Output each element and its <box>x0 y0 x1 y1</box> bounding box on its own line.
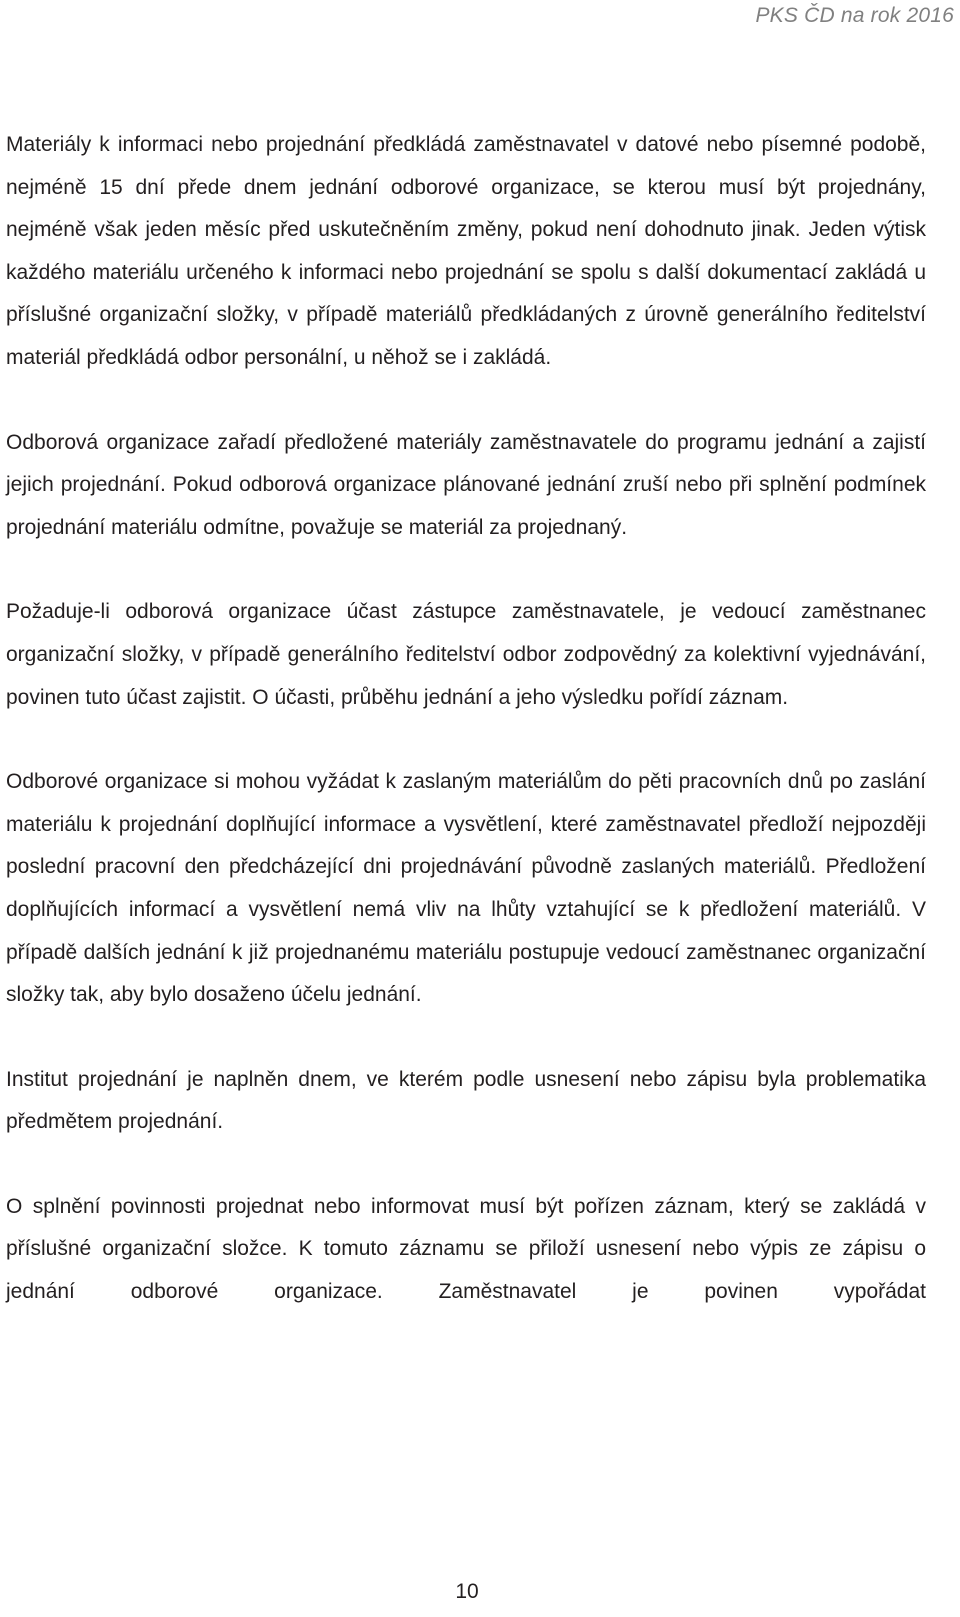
running-header-title: PKS ČD na rok 2016 <box>755 4 954 27</box>
document-body <box>6 124 926 1314</box>
paragraph-materials-submission: Materiály k informaci nebo projednání předkládá zaměstnavatel v datové nebo písemné podobě, nejméně 15 dní přede dnem jednání odborové organizace, se kterou musí být projednány, nejméně však jeden měsíc před uskutečněním změny, pokud není dohodnuto jinak. Jeden výtisk každého materiálu určeného k informaci nebo projednání se spolu s další dokumentací zakládá u příslušné organizační složky, v případě materiálů předkládaných z úrovně generálního ředitelství materiál předkládá odbor personální, u něhož se i zakládá. <box>6 133 926 369</box>
paragraph-additional-information: Odborové organizace si mohou vyžádat k zaslaným materiálům do pěti pracovních dnů po zaslání materiálu k projednání doplňující informace a vysvětlení, které zaměstnavatel předloží nejpozději poslední pracovní den předcházející dni projednávání původně zaslaných materiálů. Předložení doplňujících informací a vysvětlení nemá vliv na lhůty vztahující se k předložení materiálů. V případě dalších jednání k již projednanému materiálu postupuje vedoucí zaměstnanec organizační složky tak, aby bylo dosaženo účelu jednání. <box>6 770 926 1007</box>
paragraph-agenda-inclusion: Odborová organizace zařadí předložené materiály zaměstnavatele do programu jednání a zajistí jejich projednání. Pokud odborová organizace plánované jednání zruší nebo při splnění podmínek projednání materiálu odmítne, považuje se materiál za projednaný. <box>6 430 926 539</box>
page-number: 10 <box>455 1580 479 1603</box>
paragraph-consultation-fulfilled: Institut projednání je naplněn dnem, ve kterém podle usnesení nebo zápisu byla problematika předmětem projednání. <box>6 1067 926 1134</box>
paragraph-employer-representative: Požaduje-li odborová organizace účast zástupce zaměstnavatele, je vedoucí zaměstnanec organizační složky, v případě generálního ředitelství odbor zodpovědný za kolektivní vyjednávání, povinen tuto účast zajistit. O účasti, průběhu jednání a jeho výsledku pořídí záznam. <box>6 600 926 709</box>
paragraph-record-obligation: O splnění povinnosti projednat nebo informovat musí být pořízen záznam, který se zakládá v příslušné organizační složce. K tomuto záznamu se přiloží usnesení nebo výpis ze zápisu o jednání odborové organizace. Zaměstnavatel je povinen vypořádat <box>6 1194 926 1304</box>
